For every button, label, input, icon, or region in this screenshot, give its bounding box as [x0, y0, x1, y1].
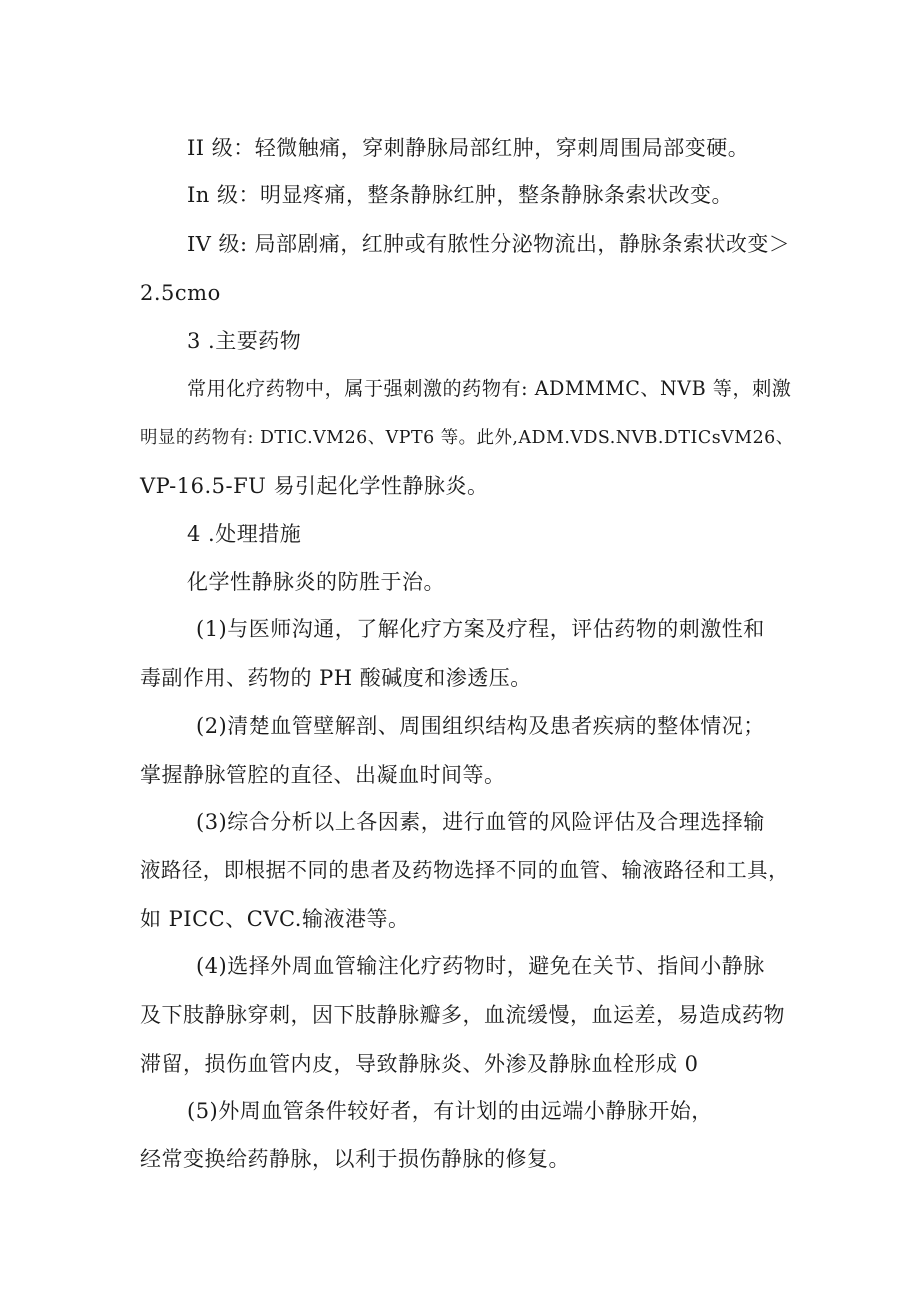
section-3-heading: 3 .主要药物 — [187, 329, 302, 353]
item-1-line-2: 毒副作用、药物的 PH 酸碱度和渗透压。 — [140, 666, 532, 690]
item-2-line-1: (2)清楚血管壁解剖、周围组织结构及患者疾病的整体情况； — [196, 714, 765, 738]
item-4-line-1: (4)选择外周血管输注化疗药物时，避免在关节、指间小静脉 — [196, 954, 765, 978]
item-1-line-1: (1)与医师沟通，了解化疗方案及疗程，评估药物的刺激性和 — [196, 617, 765, 641]
item-3-line-1: (3)综合分析以上各因素，进行血管的风险评估及合理选择输 — [196, 810, 765, 834]
prevention-line: 化学性静脉炎的防胜于治。 — [187, 570, 445, 594]
item-4-line-3: 滞留，损伤血管内皮，导致静脉炎、外渗及静脉血栓形成 0 — [140, 1052, 699, 1076]
drugs-paragraph-line-2: 明显的药物有: DTIC.VM26、VPT6 等。此外,ADM.VDS.NVB.DTICsVM26、 — [140, 428, 794, 448]
item-2-line-2: 掌握静脉管腔的直径、出凝血时间等。 — [140, 763, 506, 787]
drugs-paragraph-line-3: VP-16.5-FU 易引起化学性静脉炎。 — [140, 474, 489, 498]
drugs-paragraph-line-1: 常用化疗药物中，属于强刺激的药物有: ADMMMC、NVB 等，刺激 — [187, 377, 792, 400]
grade-ii-line: II 级：轻微触痛，穿刺静脉局部红肿，穿刺周围局部变硬。 — [187, 136, 750, 160]
item-5-line-2: 经常变换给药静脉，以利于损伤静脉的修复。 — [140, 1147, 570, 1171]
item-5-line-1: (5)外周血管条件较好者，有计划的由远端小静脉开始， — [187, 1099, 713, 1123]
item-4-line-2: 及下肢静脉穿刺，因下肢静脉瓣多，血流缓慢，血运差，易造成药物 — [140, 1003, 785, 1027]
grade-iv-line: IV 级: 局部剧痛，红肿或有脓性分泌物流出，静脉条索状改变＞ — [187, 232, 791, 256]
grade-iv-line-cont: 2.5cmo — [140, 281, 221, 305]
section-4-heading: 4 .处理措施 — [187, 522, 302, 546]
grade-iii-line: In 级：明显疼痛，整条静脉红肿，整条静脉条索状改变。 — [187, 183, 733, 207]
item-3-line-3: 如 PICC、CVC.输液港等。 — [140, 907, 410, 931]
item-3-line-2: 液路径，即根据不同的患者及药物选择不同的血管、输液路径和工具， — [140, 858, 790, 882]
